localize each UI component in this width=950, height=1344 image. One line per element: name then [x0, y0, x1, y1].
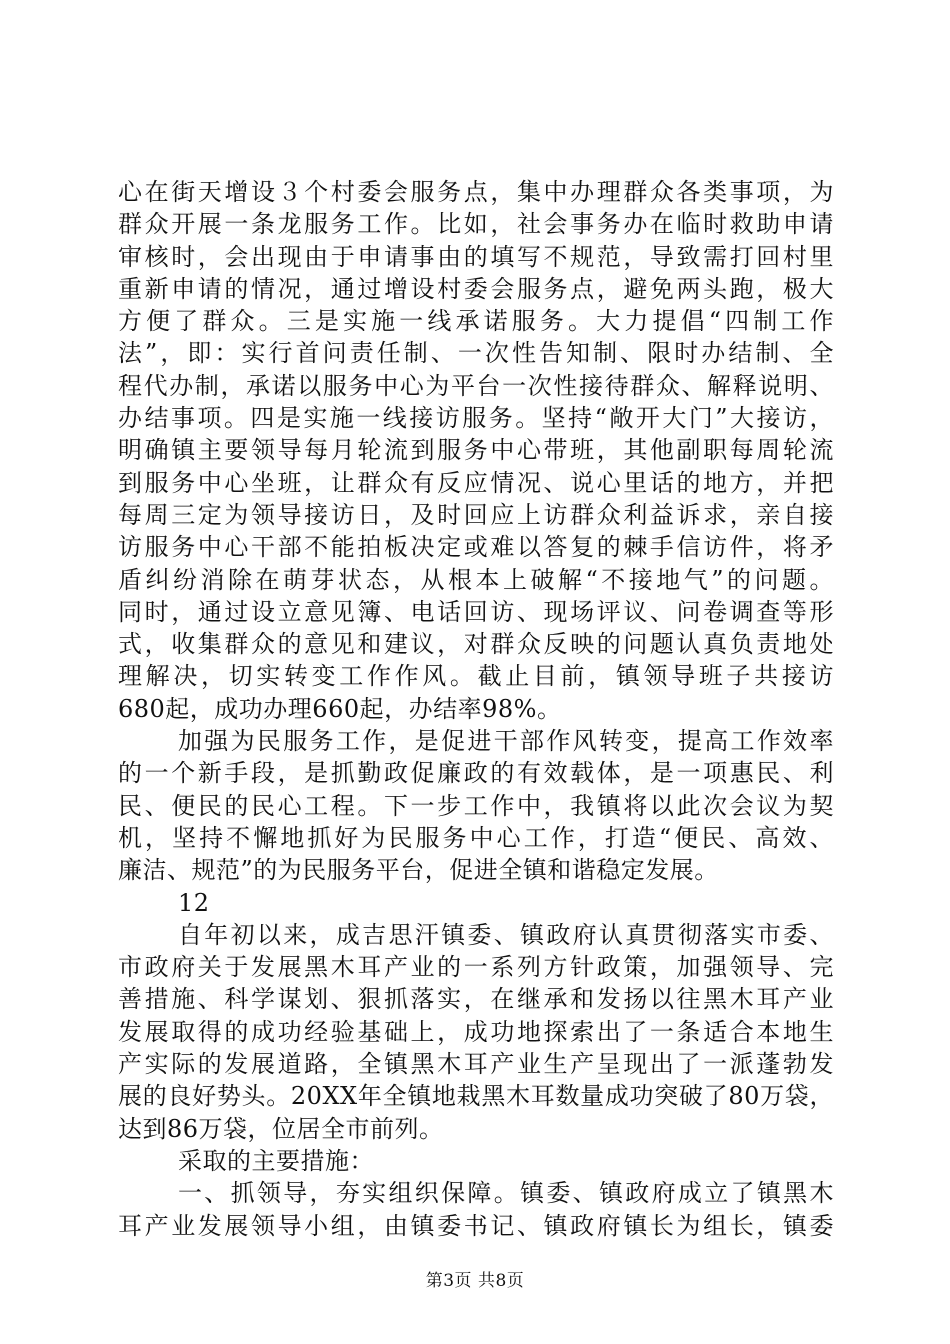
text-line: 重新申请的情况，通过增设村委会服务点，避免两头跑，极大 [118, 274, 834, 303]
text-line: 审核时，会出现由于申请事由的填写不规范，导致需打回村里 [118, 242, 834, 271]
text-line: 采取的主要措施： [178, 1146, 374, 1175]
text-line: 理解决，切实转变工作作风。截止目前，镇领导班子共接访 [118, 662, 834, 691]
text-line: 发展取得的成功经验基础上，成功地探索出了一条适合本地生 [118, 1017, 834, 1046]
text-line: 每周三定为领导接访日，及时回应上访群众利益诉求，亲自接 [118, 500, 834, 529]
text-line: 群众开展一条龙服务工作。比如，社会事务办在临时救助申请 [118, 210, 834, 239]
text-line: 廉洁、规范”的为民服务平台，促进全镇和谐稳定发展。 [118, 856, 719, 885]
text-line: 680起，成功办理660起，办结率98%。 [118, 694, 562, 723]
text-line: 一、抓领导，夯实组织保障。镇委、镇政府成立了镇黑木 [178, 1179, 834, 1208]
text-line: 的一个新手段，是抓勤政促廉政的有效载体，是一项惠民、利 [118, 759, 834, 788]
text-line: 耳产业发展领导小组，由镇委书记、镇政府镇长为组长，镇委 [118, 1211, 834, 1240]
text-line: 盾纠纷消除在萌芽状态，从根本上破解“不接地气”的问题。 [118, 565, 834, 594]
document-body [118, 176, 834, 1242]
text-line: 明确镇主要领导每月轮流到服务中心带班，其他副职每周轮流 [118, 436, 834, 465]
text-line: 市政府关于发展黑木耳产业的一系列方针政策，加强领导、完 [118, 953, 834, 982]
text-line: 方便了群众。三是实施一线承诺服务。大力提倡“四制工作 [118, 307, 834, 336]
text-line: 同时，通过设立意见簿、电话回访、现场评议、问卷调查等形 [118, 597, 834, 626]
text-line: 程代办制，承诺以服务中心为平台一次性接待群众、解释说明、 [118, 371, 834, 400]
text-line: 心在街天增设３个村委会服务点，集中办理群众各类事项，为 [118, 178, 834, 206]
text-line: 机，坚持不懈地抓好为民服务中心工作，打造“便民、高效、 [118, 823, 834, 852]
text-line: 自年初以来，成吉思汗镇委、镇政府认真贯彻落实市委、 [178, 920, 834, 949]
text-line: 达到86万袋，位居全市前列。 [118, 1114, 444, 1143]
text-line: 法”，即：实行首问责任制、一次性告知制、限时办结制、全 [118, 339, 834, 368]
text-line: 办结事项。四是实施一线接访服务。坚持“敞开大门”大接访， [118, 404, 834, 433]
text-line: 式，收集群众的意见和建议，对群众反映的问题认真负责地处 [118, 630, 834, 659]
text-line: 到服务中心坐班，让群众有反应情况、说心里话的地方，并把 [118, 468, 834, 497]
text-line: 民、便民的民心工程。下一步工作中，我镇将以此次会议为契 [118, 791, 834, 820]
text-line: 加强为民服务工作，是促进干部作风转变，提高工作效率 [178, 727, 834, 756]
text-line: 12 [178, 888, 210, 917]
text-line: 产实际的发展道路，全镇黑木耳产业生产呈现出了一派蓬勃发 [118, 1050, 834, 1079]
text-line: 访服务中心干部不能拍板决定或难以答复的棘手信访件，将矛 [118, 533, 834, 562]
text-line: 善措施、科学谋划、狠抓落实，在继承和发扬以往黑木耳产业 [118, 985, 834, 1014]
text-line: 展的良好势头。20XX年全镇地栽黑木耳数量成功突破了80万袋， [118, 1082, 834, 1111]
page-footer: 第3页 共8页 [425, 1271, 525, 1291]
